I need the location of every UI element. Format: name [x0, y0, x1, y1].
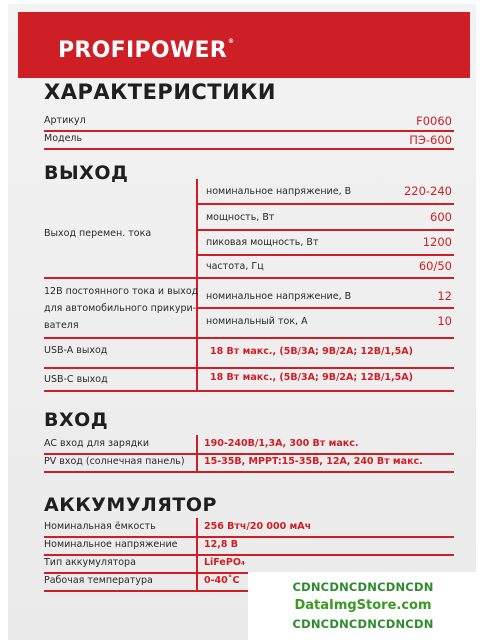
battery-type-value: LiFePO₄ — [204, 557, 246, 568]
usb-a-value: 18 Вт макс., (5В/3А; 9В/2А; 12В/1,5А) — [210, 346, 413, 357]
capacity-label: Номинальная ёмкость — [44, 521, 156, 532]
dc-voltage-value: 12 — [437, 289, 452, 303]
brand-header — [18, 12, 470, 78]
ac-freq-value: 60/50 — [418, 259, 452, 273]
dc-group-line-3: вателя — [44, 320, 79, 331]
divider — [44, 337, 454, 339]
divider — [196, 203, 454, 205]
pv-input-label: PV вход (солнечная панель) — [44, 456, 185, 467]
ac-peak-value: 1200 — [422, 235, 452, 249]
divider — [196, 254, 454, 256]
dc-current-label: номинальный ток, А — [206, 316, 308, 327]
divider — [196, 337, 198, 367]
ac-voltage-value: 220-240 — [403, 184, 452, 198]
divider — [44, 453, 454, 455]
divider — [44, 130, 454, 132]
article-label: Артикул — [44, 115, 86, 126]
dc-voltage-label: номинальное напряжение, В — [206, 291, 352, 302]
watermark — [248, 572, 478, 640]
ac-freq-label: частота, Гц — [206, 261, 264, 272]
brand-logo: PROFIPOWER® — [58, 38, 235, 63]
divider — [44, 367, 454, 369]
voltage-value: 12,8 В — [204, 539, 238, 550]
divider — [44, 148, 454, 150]
usb-c-label: USB-C выход — [44, 374, 108, 385]
article-value: F0060 — [416, 114, 452, 128]
input-title: ВХОД — [44, 409, 109, 431]
model-value: ПЭ-600 — [409, 133, 452, 147]
usb-c-value: 18 Вт макс., (5В/3А; 9В/2А; 12В/1,5А) — [210, 372, 413, 383]
divider — [44, 554, 454, 556]
divider — [196, 367, 198, 391]
divider — [44, 277, 454, 279]
spec-sheet — [8, 4, 476, 640]
voltage-label: Номинальное напряжение — [44, 539, 178, 550]
watermark-line-3: CDNCDNCDNCDNCDN — [292, 617, 434, 631]
dc-group-line-2: для автомобильного прикури- — [44, 303, 197, 314]
temperature-value: 0-40˚С — [204, 575, 240, 586]
ac-peak-label: пиковая мощность, Вт — [206, 237, 319, 248]
ac-output-label: Выход перемен. тока — [44, 228, 152, 239]
divider — [44, 390, 454, 392]
divider — [44, 471, 454, 473]
ac-voltage-label: номинальное напряжение, В — [206, 186, 352, 197]
divider — [196, 307, 454, 309]
battery-type-label: Тип аккумулятора — [44, 557, 136, 568]
capacity-value: 256 Втч/20 000 мАч — [204, 521, 312, 532]
watermark-site: DataImgStore.com — [294, 598, 432, 613]
ac-power-label: мощность, Вт — [206, 212, 275, 223]
ac-input-label: AC вход для зарядки — [44, 438, 150, 449]
divider — [196, 229, 454, 231]
pv-input-value: 15-35В, MPPT:15-35В, 12А, 240 Вт макс. — [204, 456, 423, 467]
specs-title: ХАРАКТЕРИСТИКИ — [44, 80, 276, 104]
ac-input-value: 190-240В/1,3А, 300 Вт макс. — [204, 438, 359, 449]
dc-group-line-1: 12В постоянного тока и выход — [44, 286, 199, 297]
dc-current-value: 10 — [437, 314, 452, 328]
ac-power-value: 600 — [430, 210, 452, 224]
temperature-label: Рабочая температура — [44, 575, 153, 586]
divider — [44, 536, 454, 538]
battery-title: АККУМУЛЯТОР — [44, 494, 217, 516]
usb-a-label: USB-A выход — [44, 345, 108, 356]
divider — [196, 179, 198, 277]
model-label: Модель — [44, 133, 83, 144]
watermark-line-1: CDNCDNCDNCDNCDN — [292, 580, 434, 594]
output-title: ВЫХОД — [44, 162, 129, 184]
